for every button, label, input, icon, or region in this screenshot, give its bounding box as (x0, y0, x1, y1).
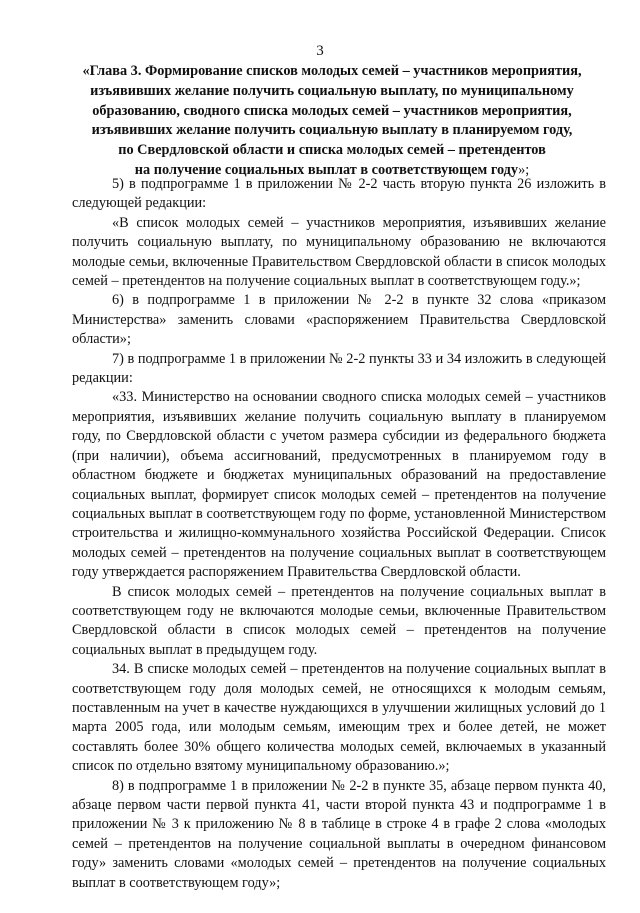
paragraph-point-34: 34. В списке молодых семей – претендентов на получение социальных выплат в соответствующем году доля молодых семей, не относящихся к молодым семьям, поставленным на учет в качестве нуждающихся в улучшении жилищных условий до 1 марта 2005 года, или молодым семьям, имеющим трех и более детей, не может составлять более 30% общего количества молодых семей, включаемых в указанный список по отдельно взятому муниципальному образованию.»; (72, 661, 606, 775)
paragraph-item-6: 6) в подпрограмме 1 в приложении № 2-2 в пункте 32 слова «приказом Министерства» заменить словами «распоряжением Правительства Свердловской области»; (72, 292, 606, 348)
heading-line: изъявивших желание получить социальную выплату, по муниципальному (90, 82, 574, 99)
paragraph-quote-26: «В список молодых семей – участников мероприятия, изъявивших желание получить социальную выплату, по муниципальному образованию не включаются молодые семьи, включенные Правительством Свердловской области в список молодых семей – претендентов на получение социальных выплат в соответствующем году.»; (72, 214, 606, 290)
paragraph-point-33-part-2: В список молодых семей – претендентов на получение социальных выплат в соответствующем году не включаются молодые семьи, включенные Правительством Свердловской области в список молодых семей – претендентов на получение социальных выплат в предыдущем году. (72, 583, 606, 658)
paragraph-item-7: 7) в подпрограмме 1 в приложении № 2-2 пункты 33 и 34 изложить в следующей редакции: (72, 350, 606, 387)
paragraph-item-8: 8) в подпрограмме 1 в приложении № 2-2 в пункте 35, абзаце первом пункта 40, абзаце первом части первой пункта 41, части второй пункта 43 и подпрограмме 1 в приложении № 3 к приложению № 8 в таблице в строке 4 в графе 2 слова «молодых семей – претендентов на получение социальной выплаты в очередном финансовом году» заменить словами «молодых семей – претендентов на получение социальных выплат в соответствующем году»; (72, 777, 606, 891)
heading-line: «Глава 3. Формирование списков молодых семей – участников мероприятия, (82, 63, 582, 79)
heading-line-text: на получение социальных выплат в соответствующем году (134, 161, 519, 178)
paragraph-point-33: «33. Министерство на основании сводного списка молодых семей – участников мероприятия, изъявивших желание получить социальную выплату в планируемом году, по Свердловской области с учетом размера субсидии из федерального бюджета (при наличии), объема ассигнований, предусмотренных в планируемом году в областном бюджете и бюджетах муниципальных образований на предоставление социальных выплат, формирует список молодых семей – претендентов на получение социальных выплат в соответствующем году по форме, установленной Министерством строительства и жилищно-коммунального хозяйства Российской Федерации. Список молодых семей – претендентов на получение социальных выплат в соответствующем году утверждается распоряжением Правительства Свердловской области. (72, 389, 606, 581)
paragraph-item-5: 5) в подпрограмме 1 в приложении № 2-2 часть вторую пункта 26 изложить в следующей редакции: (72, 176, 606, 212)
heading-line: изъявивших желание получить социальную выплату в планируемом году, (91, 122, 573, 139)
heading-line: по Свердловской области и списка молодых семей – претендентов (118, 142, 546, 159)
heading-line: образованию, сводного списка молодых семей – участников мероприятия, (92, 102, 572, 119)
page-number: 3 (316, 43, 324, 59)
document-body (72, 175, 606, 893)
heading-closing-quote: »; (518, 161, 530, 178)
chapter-heading (72, 62, 592, 181)
